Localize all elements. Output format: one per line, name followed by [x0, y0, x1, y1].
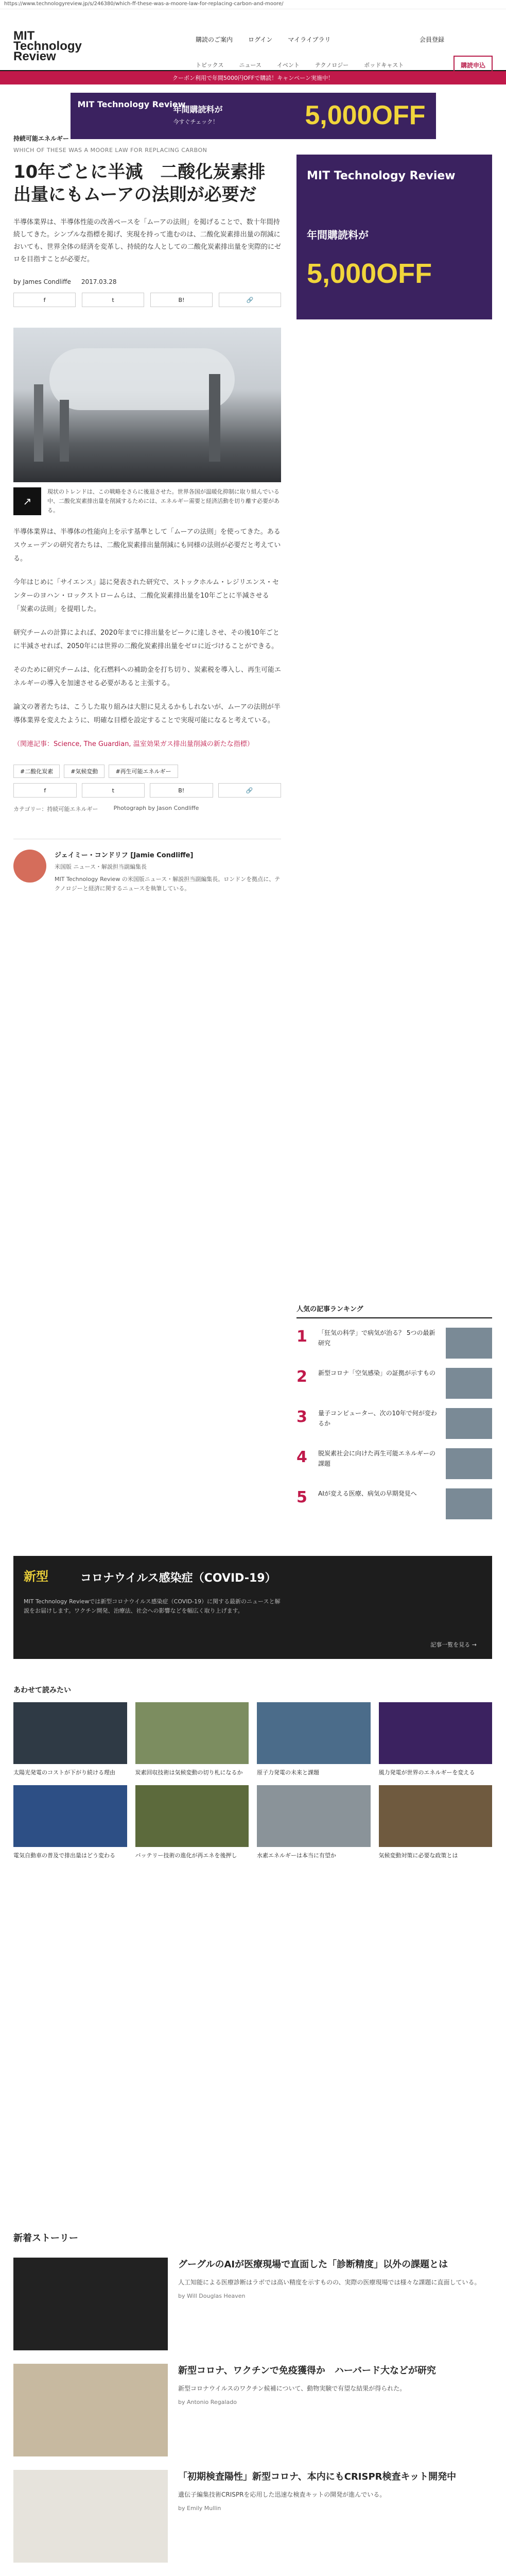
covid-title: コロナウイルス感染症（COVID-19） — [80, 1572, 276, 1585]
tag[interactable]: #再生可能エネルギー — [109, 765, 178, 778]
article-lead: 半導体業界は、半導体性能の改善ペースを「ムーアの法則」を掲げることで、数十年間持続してきた。シンプルな指標を掲げ、実現を持って進むのは、二酸化炭素排出量の削減においても、世界全体の経済を変革し、持続的な人としての二酸化炭素排出量を実際的にゼロを目指すことが必要だ。 — [13, 218, 282, 263]
hero-image — [13, 328, 281, 482]
rec-card[interactable]: 太陽光発電のコストが下がり続ける理由 — [13, 1702, 127, 1777]
author-desc: MIT Technology Review の米国版ニュース・解説担当副編集長。ロンドンを拠点に、テクノロジーと経済に関するニュースを執筆している。 — [55, 876, 281, 892]
url-bar: https://www.technologyreview.jp/s/246380/which-ff-these-was-a-moore-law-for-replacing-carbon-and-moore/ — [0, 0, 506, 9]
sidebar-ad[interactable]: MIT Technology Review 年間購読料が 5,000OFF — [296, 155, 492, 319]
facebook-share-button[interactable]: f — [13, 783, 77, 798]
paragraph: そのために研究チームは、化石燃料への補助金を打ち切り、炭素税を導入し、再生可能エネルギーの導入を加速させる必要があると主張する。 — [13, 666, 282, 687]
covid-banner[interactable] — [13, 1556, 492, 1659]
twitter-share-button[interactable]: t — [82, 783, 145, 798]
avatar — [13, 850, 46, 883]
subnav-item[interactable]: テクノロジー — [315, 62, 349, 69]
twitter-share-button[interactable]: t — [82, 293, 144, 307]
caption-icon: ↗ — [13, 487, 41, 515]
tags — [13, 765, 281, 778]
link-share-button[interactable]: 🔗 — [219, 293, 281, 307]
paragraph: 今年はじめに「サイエンス」誌に発表された研究で、ストックホルム・レジリエンス・センターのヨハン・ロックストロームらは、二酸化炭素排出量を10年ごとに半減させる「炭素の法則」を提唱した。 — [13, 579, 280, 613]
image-caption: ↗ 現状のトレンドは、この戦略をさらに後退させた。世界各国が温暖化抑制に取り組んでいる中、二酸化炭素排出量を削減するためには、エネルギー需要と経済活動を切り離す必要がある。 — [13, 487, 281, 515]
hatena-share-button[interactable]: B! — [150, 783, 213, 798]
subnav-item[interactable]: イベント — [276, 62, 300, 69]
subnav-item[interactable]: トピックス — [196, 62, 224, 69]
tag[interactable]: #二酸化炭素 — [13, 765, 60, 778]
sidebar — [296, 134, 492, 319]
ranking — [296, 1303, 492, 1519]
recommended-title: あわせて読みたい — [13, 1686, 71, 1694]
sub-nav — [196, 61, 404, 69]
author[interactable]: by James Condliffe — [13, 278, 71, 285]
new-stories — [13, 2231, 492, 2576]
covid-desc: MIT Technology Reviewでは新型コロナウイルス感染症（COVID-19）に関する最新のニュースと解説をお届けします。ワクチン開発、治療法、社会への影響などを幅広く取り上げます。 — [24, 1598, 281, 1614]
subscribe-button[interactable]: 購読申込 — [453, 56, 493, 74]
paragraph: 論文の著者たちは、こうした取り組みは大胆に見えるかもしれないが、ムーアの法則が半導体業界を変えたように、明確な目標を設定することで実現可能になると考えている。 — [13, 703, 281, 724]
article-body — [13, 526, 281, 751]
article-category[interactable]: 持続可能エネルギー — [13, 135, 69, 142]
ranking-item[interactable]: 1 「狂気の科学」で病気が治る？ 5つの最新研究 — [296, 1328, 492, 1359]
facebook-share-button[interactable]: f — [13, 293, 76, 307]
link-share-button[interactable]: 🔗 — [218, 783, 282, 798]
nav-item[interactable]: ログイン — [248, 36, 273, 43]
nav-item[interactable]: マイライブラリ — [288, 36, 331, 43]
related-links: （関連記事：Science, The Guardian, 温室効果ガス排出量削減の新たな指標） — [13, 740, 254, 748]
ranking-item[interactable]: 3 量子コンピューター、次の10年で何が変わるか — [296, 1408, 492, 1439]
article-title: 10年ごとに半減 二酸化炭素排出量にもムーアの法則が必要だ — [13, 162, 266, 205]
paragraph: 研究チームの計算によれば、2020年までに排出量をピークに達しさせ、その後10年ごとに半減させれば、2050年には世界の二酸化炭素排出量をゼロに近づけることができる。 — [13, 629, 280, 650]
nav-item[interactable]: 購読のご案内 — [196, 36, 233, 43]
hatena-share-button[interactable]: B! — [150, 293, 213, 307]
site-logo[interactable]: MIT Technology Review — [13, 29, 82, 63]
rec-card[interactable]: 気候変動対策に必要な政策とは — [379, 1785, 493, 1860]
top-nav — [196, 35, 330, 44]
date: 2017.03.28 — [81, 278, 117, 285]
ranking-item[interactable]: 2 新型コロナ「空気感染」の証拠が示すもの — [296, 1368, 492, 1399]
rec-card[interactable]: 原子力発電の未来と課題 — [257, 1702, 371, 1777]
ranking-item[interactable]: 5 AIが変える医療、病気の早期発見へ — [296, 1488, 492, 1519]
recommended — [13, 1685, 492, 1860]
article — [13, 134, 281, 893]
new-stories-title: 新着ストーリー — [13, 2233, 78, 2244]
register-link[interactable]: 会員登録 — [419, 36, 444, 43]
site-header — [0, 9, 506, 71]
story-row[interactable]: グーグルのAIが医療現場で直面した「診断精度」以外の課題とは 人工知能による医療診断はラボでは高い精度を示すものの、実際の医療現場では様々な課題に直面している。 by Will Douglas Heaven — [13, 2258, 492, 2350]
subnav-item[interactable]: ポッドキャスト — [364, 62, 404, 69]
rec-card[interactable]: 電気自動車の普及で排出量はどう変わる — [13, 1785, 127, 1860]
rec-card[interactable]: 炭素回収技術は気候変動の切り札になるか — [135, 1702, 249, 1777]
author-role: 米国版 ニュース・解説担当副編集長 — [55, 863, 147, 870]
story-row[interactable]: 新型コロナ、ワクチンで免疫獲得か ハーバード大などが研究 新型コロナウイルスのワクチン候補について、動物実験で有望な結果が得られた。 by Antonio Regalado — [13, 2364, 492, 2456]
covid-more-link[interactable]: 記事一覧を見る → — [430, 1641, 477, 1648]
ranking-item[interactable]: 4 脱炭素社会に向けた再生可能エネルギーの課題 — [296, 1448, 492, 1479]
ranking-title: 人気の記事ランキング — [296, 1303, 492, 1318]
article-meta: カテゴリー：持続可能エネルギー Photograph by Jason Condliffe — [13, 805, 199, 812]
share-buttons — [13, 293, 281, 307]
rec-card[interactable]: 水素エネルギーは本当に有望か — [257, 1785, 371, 1860]
story-row[interactable]: 「初期検査陽性」新型コロナ、本内にもCRISPR検査キット開発中 遺伝子編集技術CRISPRを応用した迅速な検査キットの開発が進んでいる。 by Emily Mullin — [13, 2470, 492, 2563]
paragraph: 半導体業界は、半導体の性能向上を示す基準として「ムーアの法則」を使ってきた。あるスウェーデンの研究者たちは、二酸化炭素排出量削減にも同様の法則が必要だと考えている。 — [13, 528, 281, 563]
article-kicker: WHICH OF THESE WAS A MOORE LAW FOR REPLACING CARBON — [13, 147, 207, 154]
promo-bar[interactable]: クーポン利用で年間5000円OFFで購読！キャンペーン実施中！ — [0, 71, 506, 84]
covid-badge: 新型 — [24, 1569, 48, 1584]
author-name[interactable]: ジェイミー・コンドリフ [Jamie Condliffe] — [55, 852, 194, 859]
rec-card[interactable]: 風力発電が世界のエネルギーを変える — [379, 1702, 493, 1777]
promo-banner[interactable]: MIT Technology Review 年間購読料が 今すぐチェック！ 5,000OFF — [71, 93, 436, 139]
rec-card[interactable]: バッテリー技術の進化が再エネを後押し — [135, 1785, 249, 1860]
author-box — [13, 839, 281, 893]
tag[interactable]: #気候変動 — [64, 765, 104, 778]
byline — [13, 278, 281, 285]
subnav-item[interactable]: ニュース — [239, 62, 261, 69]
share-buttons-bottom — [13, 783, 281, 798]
